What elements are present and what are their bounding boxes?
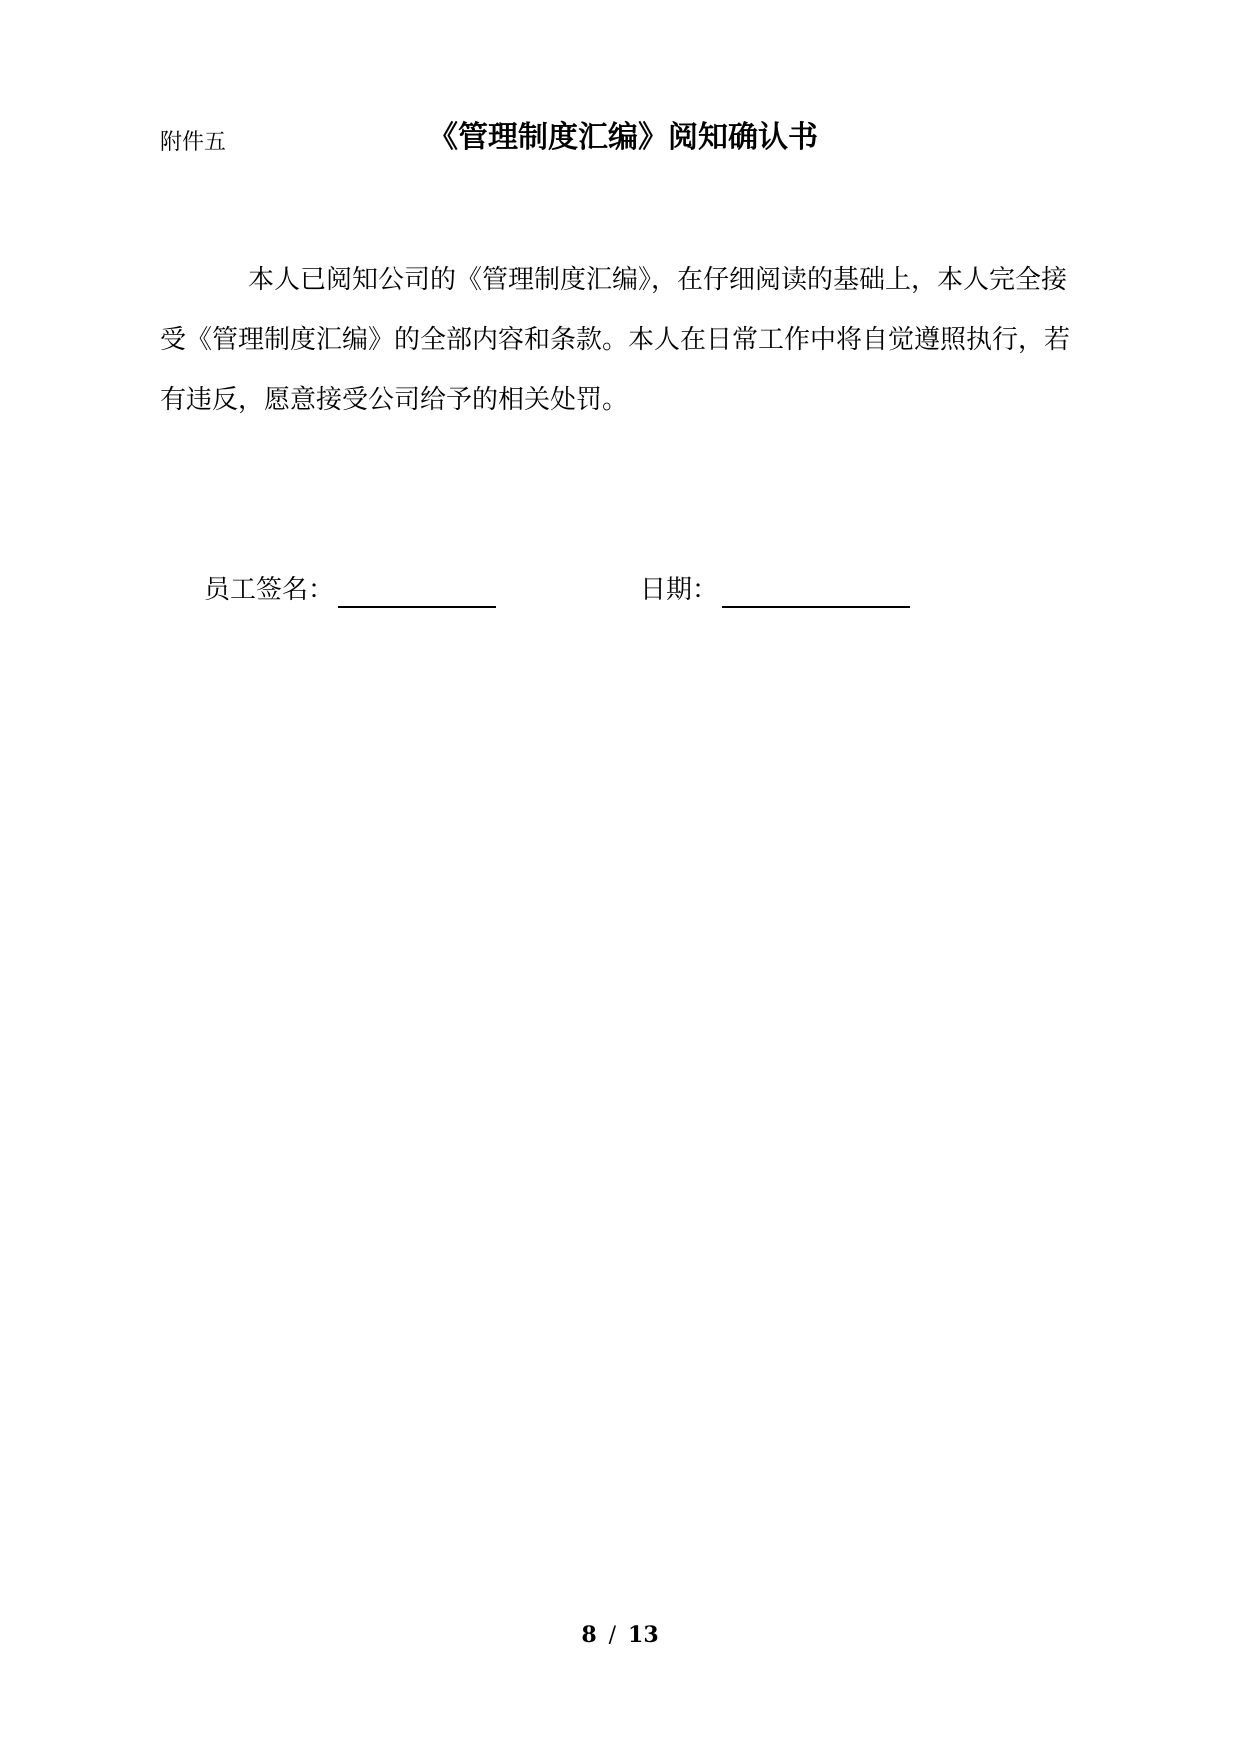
- employee-signature-label: 员工签名：: [204, 575, 335, 605]
- employee-signature-line: [338, 578, 496, 608]
- total-pages: 13: [628, 1622, 659, 1648]
- document-title: 《管理制度汇编》阅知确认书: [428, 120, 818, 155]
- date-label: 日期：: [640, 575, 719, 605]
- page-separator: /: [608, 1623, 617, 1648]
- date-row: [640, 572, 910, 608]
- attachment-label: 附件五: [160, 130, 227, 155]
- employee-signature-row: [204, 572, 496, 608]
- current-page: 8: [581, 1622, 597, 1648]
- date-line: [722, 578, 910, 608]
- page-number: [0, 1620, 1240, 1651]
- body-paragraph: 本人已阅知公司的《管理制度汇编》，在仔细阅读的基础上，本人完全接受《管理制度汇编》的全部内容和条款。本人在日常工作中将自觉遵照执行，若有违反，愿意接受公司给予的相关处罚。: [160, 265, 1071, 415]
